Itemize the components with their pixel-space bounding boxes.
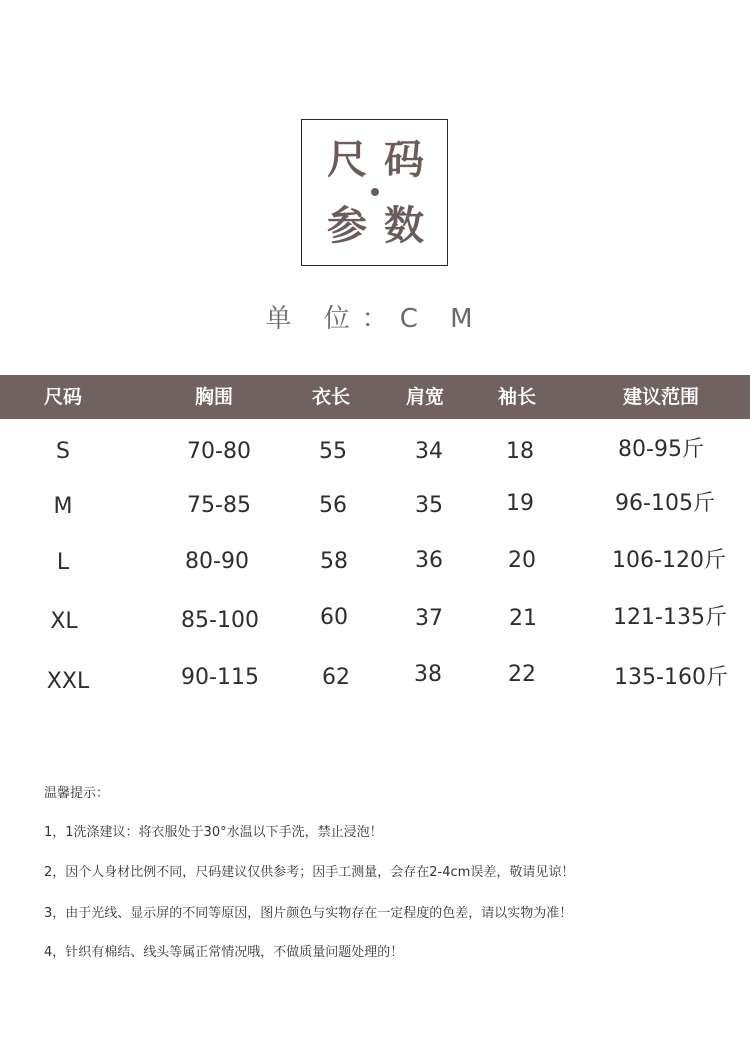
- size-table-header: [0, 375, 750, 419]
- unit-label: 单 位：C M: [265, 304, 485, 334]
- cell-sleeve: 20: [508, 548, 536, 573]
- notes-heading: 温馨提示：: [44, 786, 110, 801]
- cell-shoulder: 35: [415, 493, 443, 518]
- cell-chest: 85-100: [181, 608, 259, 633]
- title-char-1: 尺: [327, 137, 367, 183]
- header-chest: 胸围: [194, 386, 234, 408]
- cell-length: 62: [322, 665, 350, 690]
- cell-recommend: 121-135斤: [613, 605, 727, 630]
- cell-size: S: [56, 439, 70, 464]
- header-size: 尺码: [43, 386, 83, 408]
- cell-recommend: 135-160斤: [614, 665, 728, 690]
- note-item: 2，因个人身材比例不同，尺码建议仅供参考；因手工测量，会存在2-4cm误差，敬请见谅！: [44, 865, 575, 880]
- cell-recommend: 96-105斤: [615, 491, 715, 516]
- cell-size: L: [56, 550, 70, 575]
- note-item: 4，针织有棉结、线头等属正常情况哦，不做质量问题处理的！: [44, 945, 404, 960]
- cell-length: 55: [319, 439, 347, 464]
- cell-shoulder: 36: [415, 548, 443, 573]
- cell-recommend: 106-120斤: [612, 548, 726, 573]
- cell-length: 60: [320, 605, 348, 630]
- cell-chest: 90-115: [181, 665, 259, 690]
- cell-chest: 75-85: [187, 493, 251, 518]
- header-sleeve: 袖长: [497, 386, 537, 408]
- cell-sleeve: 21: [509, 606, 537, 631]
- cell-size: XXL: [46, 669, 90, 694]
- cell-shoulder: 34: [415, 439, 443, 464]
- cell-chest: 80-90: [185, 549, 249, 574]
- cell-size: XL: [50, 609, 78, 634]
- cell-shoulder: 38: [414, 662, 442, 687]
- cell-length: 56: [319, 493, 347, 518]
- title-char-3: 参: [327, 203, 367, 249]
- header-length: 衣长: [311, 386, 351, 408]
- cell-shoulder: 37: [415, 606, 443, 631]
- cell-sleeve: 22: [508, 662, 536, 687]
- title-dot: [371, 188, 379, 196]
- title-char-2: 码: [384, 137, 424, 183]
- title-box: [301, 119, 448, 266]
- cell-sleeve: 18: [506, 439, 534, 464]
- note-item: 1，1洗涤建议：将衣服处于30°水温以下手洗，禁止浸泡！: [44, 825, 383, 840]
- note-item: 3，由于光线、显示屏的不同等原因，图片颜色与实物存在一定程度的色差，请以实物为准！: [44, 906, 573, 921]
- header-recommend: 建议范围: [622, 386, 700, 408]
- cell-chest: 70-80: [187, 439, 251, 464]
- cell-size: M: [53, 494, 73, 519]
- title-char-4: 数: [384, 203, 424, 249]
- cell-sleeve: 19: [506, 491, 534, 516]
- cell-length: 58: [320, 549, 348, 574]
- cell-recommend: 80-95斤: [618, 437, 704, 462]
- header-shoulder: 肩宽: [405, 386, 445, 408]
